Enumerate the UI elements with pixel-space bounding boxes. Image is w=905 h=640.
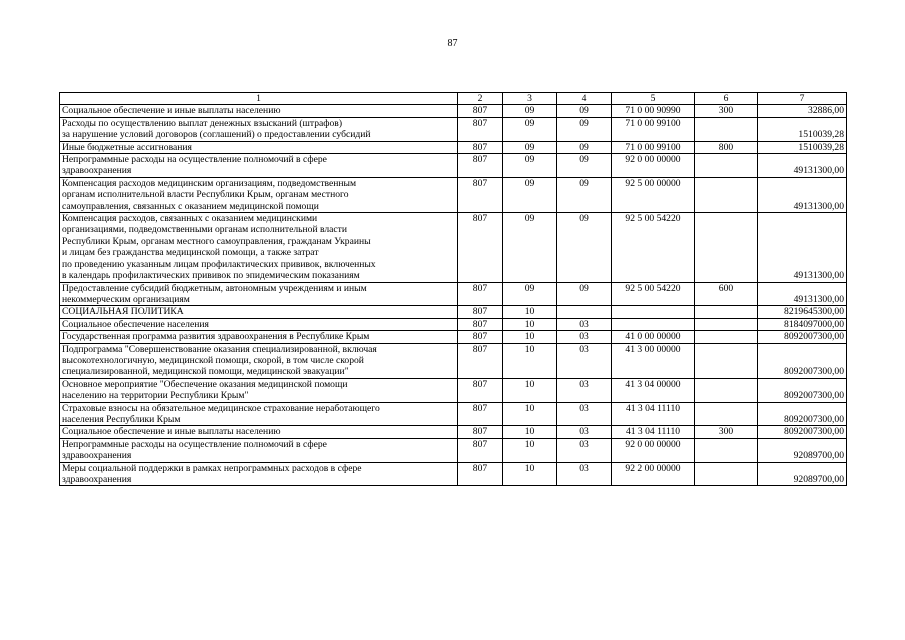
- amount-cell: 8092007300,00: [758, 331, 847, 343]
- row-name-cell: [60, 105, 458, 117]
- target-article-cell: 92 5 00 54220: [612, 282, 695, 306]
- row-name-line: некоммерческим организациям: [62, 293, 190, 305]
- subsection-code-cell: 09: [557, 117, 612, 141]
- subsection-code-cell: 09: [557, 141, 612, 153]
- section-code-cell: 09: [503, 282, 557, 306]
- amount-cell: 92089700,00: [758, 462, 847, 486]
- row-name-cell: [60, 141, 458, 153]
- subsection-code-cell: 03: [557, 343, 612, 378]
- row-name-line: здравоохранения: [62, 165, 132, 177]
- row-name-line: Страховые взносы на обязательное медицинское страхование неработающего: [62, 402, 380, 414]
- amount-cell: 8219645300,00: [758, 306, 847, 318]
- row-name-cell: [60, 154, 458, 178]
- target-article-cell: 71 0 00 99100: [612, 141, 695, 153]
- target-article-cell: 92 0 00 00000: [612, 154, 695, 178]
- amount-cell: 92089700,00: [758, 438, 847, 462]
- row-name-line: по проведению указанным лицам профилактических прививок, включенных: [62, 258, 376, 270]
- subsection-code-cell: 03: [557, 378, 612, 402]
- ved-code-cell: 807: [458, 282, 503, 306]
- row-name-line: и лицам без гражданства медицинской помощи, а также затрат: [62, 247, 319, 259]
- table-row: [60, 141, 847, 153]
- expense-type-cell: 300: [695, 105, 758, 117]
- target-article-cell: 41 3 00 00000: [612, 343, 695, 378]
- header-cell: 2: [458, 93, 503, 105]
- row-name-line: здравоохранения: [62, 474, 132, 485]
- row-name-line: Компенсация расходов медицинским организациям, подведомственным: [62, 177, 357, 189]
- row-name-line: Компенсация расходов, связанных с оказанием медицинскими: [62, 213, 318, 225]
- budget-table: [59, 92, 847, 486]
- expense-type-cell: [695, 117, 758, 141]
- header-cell: 1: [60, 93, 458, 105]
- row-name-line: в календарь профилактических прививок по эпидемическим показаниям: [62, 270, 360, 282]
- target-article-cell: 92 2 00 00000: [612, 462, 695, 486]
- ved-code-cell: 807: [458, 426, 503, 438]
- row-name-line: органам исполнительной власти Республики Крым, органам местного: [62, 189, 349, 201]
- expense-type-cell: [695, 438, 758, 462]
- row-name-cell: [60, 402, 458, 426]
- amount-cell: 8092007300,00: [758, 378, 847, 402]
- row-name-line: Непрограммные расходы на осуществление полномочий в сфере: [62, 438, 327, 450]
- row-name-cell: [60, 306, 458, 318]
- amount-cell: 8092007300,00: [758, 402, 847, 426]
- table-row: [60, 331, 847, 343]
- ved-code-cell: 807: [458, 306, 503, 318]
- target-article-cell: 41 3 04 11110: [612, 426, 695, 438]
- amount-cell: 49131300,00: [758, 177, 847, 212]
- table-row: [60, 318, 847, 330]
- table-row: [60, 306, 847, 318]
- target-article-cell: 92 5 00 54220: [612, 213, 695, 282]
- row-name-line: Республики Крым, органам местного самоуправления, гражданам Украины: [62, 235, 371, 247]
- subsection-code-cell: 03: [557, 438, 612, 462]
- expense-type-cell: [695, 318, 758, 330]
- target-article-cell: 41 3 04 00000: [612, 378, 695, 402]
- row-name-line: специализированной, медицинской помощи, медицинской эвакуации": [62, 366, 349, 378]
- row-name-line: Подпрограмма "Совершенствование оказания специализированной, включая: [62, 343, 377, 355]
- amount-cell: 8092007300,00: [758, 426, 847, 438]
- target-article-cell: [612, 318, 695, 330]
- ved-code-cell: 807: [458, 154, 503, 178]
- amount-cell: 8184097000,00: [758, 318, 847, 330]
- expense-type-cell: [695, 343, 758, 378]
- table-row: [60, 378, 847, 402]
- subsection-code-cell: 03: [557, 402, 612, 426]
- row-name-line: за нарушение условий договоров (соглашений) о предоставлении субсидий: [62, 129, 371, 141]
- subsection-code-cell: 03: [557, 462, 612, 486]
- ved-code-cell: 807: [458, 117, 503, 141]
- ved-code-cell: 807: [458, 438, 503, 462]
- ved-code-cell: 807: [458, 213, 503, 282]
- table-row: [60, 154, 847, 178]
- row-name-cell: [60, 426, 458, 438]
- table-row: [60, 177, 847, 212]
- row-name-line: высокотехнологичную, медицинской помощи, скорой, в том числе скорой: [62, 354, 364, 366]
- row-name-line: организациями, подведомственными органам исполнительной власти: [62, 224, 348, 236]
- subsection-code-cell: 09: [557, 282, 612, 306]
- section-code-cell: 09: [503, 105, 557, 117]
- row-name-cell: [60, 213, 458, 282]
- header-cell: 7: [758, 93, 847, 105]
- section-code-cell: 10: [503, 378, 557, 402]
- section-code-cell: 10: [503, 331, 557, 343]
- header-cell: 5: [612, 93, 695, 105]
- target-article-cell: 41 3 04 11110: [612, 402, 695, 426]
- row-name-line: Социальное обеспечение населения: [62, 318, 209, 330]
- row-name-line: здравоохранения: [62, 450, 132, 462]
- target-article-cell: 92 5 00 00000: [612, 177, 695, 212]
- table-row: [60, 213, 847, 282]
- ved-code-cell: 807: [458, 331, 503, 343]
- target-article-cell: 92 0 00 00000: [612, 438, 695, 462]
- section-code-cell: 09: [503, 213, 557, 282]
- target-article-cell: 71 0 00 90990: [612, 105, 695, 117]
- subsection-code-cell: 03: [557, 331, 612, 343]
- section-code-cell: 10: [503, 402, 557, 426]
- row-name-line: Предоставление субсидий бюджетным, автономным учреждениям и иным: [62, 282, 367, 294]
- row-name-line: Меры социальной поддержки в рамках непрограммных расходов в сфере: [62, 462, 362, 474]
- row-name-cell: [60, 117, 458, 141]
- table-row: [60, 462, 847, 486]
- row-name-cell: [60, 282, 458, 306]
- expense-type-cell: [695, 402, 758, 426]
- ved-code-cell: 807: [458, 462, 503, 486]
- expense-type-cell: [695, 462, 758, 486]
- table-body: [60, 93, 847, 486]
- expense-type-cell: [695, 154, 758, 178]
- row-name-cell: [60, 438, 458, 462]
- row-name-cell: [60, 378, 458, 402]
- table-row: [60, 117, 847, 141]
- expense-type-cell: [695, 306, 758, 318]
- subsection-code-cell: 03: [557, 426, 612, 438]
- header-cell: 6: [695, 93, 758, 105]
- row-name-line: Социальное обеспечение и иные выплаты населению: [62, 105, 281, 117]
- table-row: [60, 282, 847, 306]
- section-code-cell: 10: [503, 462, 557, 486]
- ved-code-cell: 807: [458, 318, 503, 330]
- subsection-code-cell: 03: [557, 318, 612, 330]
- subsection-code-cell: 09: [557, 105, 612, 117]
- section-code-cell: 10: [503, 343, 557, 378]
- row-name-line: населению на территории Республики Крым": [62, 390, 249, 402]
- expense-type-cell: [695, 213, 758, 282]
- expense-type-cell: 800: [695, 141, 758, 153]
- ved-code-cell: 807: [458, 378, 503, 402]
- section-code-cell: 09: [503, 177, 557, 212]
- amount-cell: 49131300,00: [758, 213, 847, 282]
- target-article-cell: [612, 306, 695, 318]
- ved-code-cell: 807: [458, 402, 503, 426]
- row-name-line: населения Республики Крым: [62, 413, 181, 425]
- table-row: [60, 426, 847, 438]
- row-name-line: Государственная программа развития здравоохранения в Республике Крым: [62, 331, 370, 343]
- row-name-line: Непрограммные расходы на осуществление полномочий в сфере: [62, 154, 327, 166]
- expense-type-cell: [695, 177, 758, 212]
- expense-type-cell: [695, 378, 758, 402]
- section-code-cell: 09: [503, 141, 557, 153]
- table-row: [60, 343, 847, 378]
- amount-cell: 32886,00: [758, 105, 847, 117]
- row-name-cell: [60, 462, 458, 486]
- section-code-cell: 09: [503, 117, 557, 141]
- subsection-code-cell: 09: [557, 177, 612, 212]
- section-code-cell: 10: [503, 426, 557, 438]
- target-article-cell: 41 0 00 00000: [612, 331, 695, 343]
- section-code-cell: 10: [503, 318, 557, 330]
- row-name-line: Социальное обеспечение и иные выплаты населению: [62, 426, 281, 438]
- target-article-cell: 71 0 00 99100: [612, 117, 695, 141]
- row-name-line: самоуправления, связанных с оказанием медицинской помощи: [62, 200, 319, 212]
- row-name-cell: [60, 177, 458, 212]
- subsection-code-cell: 09: [557, 154, 612, 178]
- amount-cell: 49131300,00: [758, 154, 847, 178]
- row-name-cell: [60, 318, 458, 330]
- amount-cell: 1510039,28: [758, 141, 847, 153]
- subsection-code-cell: [557, 306, 612, 318]
- header-cell: 3: [503, 93, 557, 105]
- row-name-line: Иные бюджетные ассигнования: [62, 141, 192, 153]
- expense-type-cell: 600: [695, 282, 758, 306]
- ved-code-cell: 807: [458, 141, 503, 153]
- table-row: [60, 105, 847, 117]
- row-name-line: Основное мероприятие "Обеспечение оказания медицинской помощи: [62, 378, 348, 390]
- page-number: 87: [447, 38, 458, 49]
- row-name-line: Расходы по осуществлению выплат денежных взысканий (штрафов): [62, 117, 343, 129]
- table-header-row: [60, 93, 847, 105]
- subsection-code-cell: 09: [557, 213, 612, 282]
- header-cell: 4: [557, 93, 612, 105]
- amount-cell: 8092007300,00: [758, 343, 847, 378]
- row-name-cell: [60, 331, 458, 343]
- ved-code-cell: 807: [458, 105, 503, 117]
- table-row: [60, 402, 847, 426]
- row-name-cell: [60, 343, 458, 378]
- section-code-cell: 10: [503, 438, 557, 462]
- amount-cell: 49131300,00: [758, 282, 847, 306]
- expense-type-cell: [695, 331, 758, 343]
- amount-cell: 1510039,28: [758, 117, 847, 141]
- ved-code-cell: 807: [458, 177, 503, 212]
- section-code-cell: 10: [503, 306, 557, 318]
- expense-type-cell: 300: [695, 426, 758, 438]
- row-name-line: СОЦИАЛЬНАЯ ПОЛИТИКА: [62, 306, 184, 318]
- table-row: [60, 438, 847, 462]
- ved-code-cell: 807: [458, 343, 503, 378]
- section-code-cell: 09: [503, 154, 557, 178]
